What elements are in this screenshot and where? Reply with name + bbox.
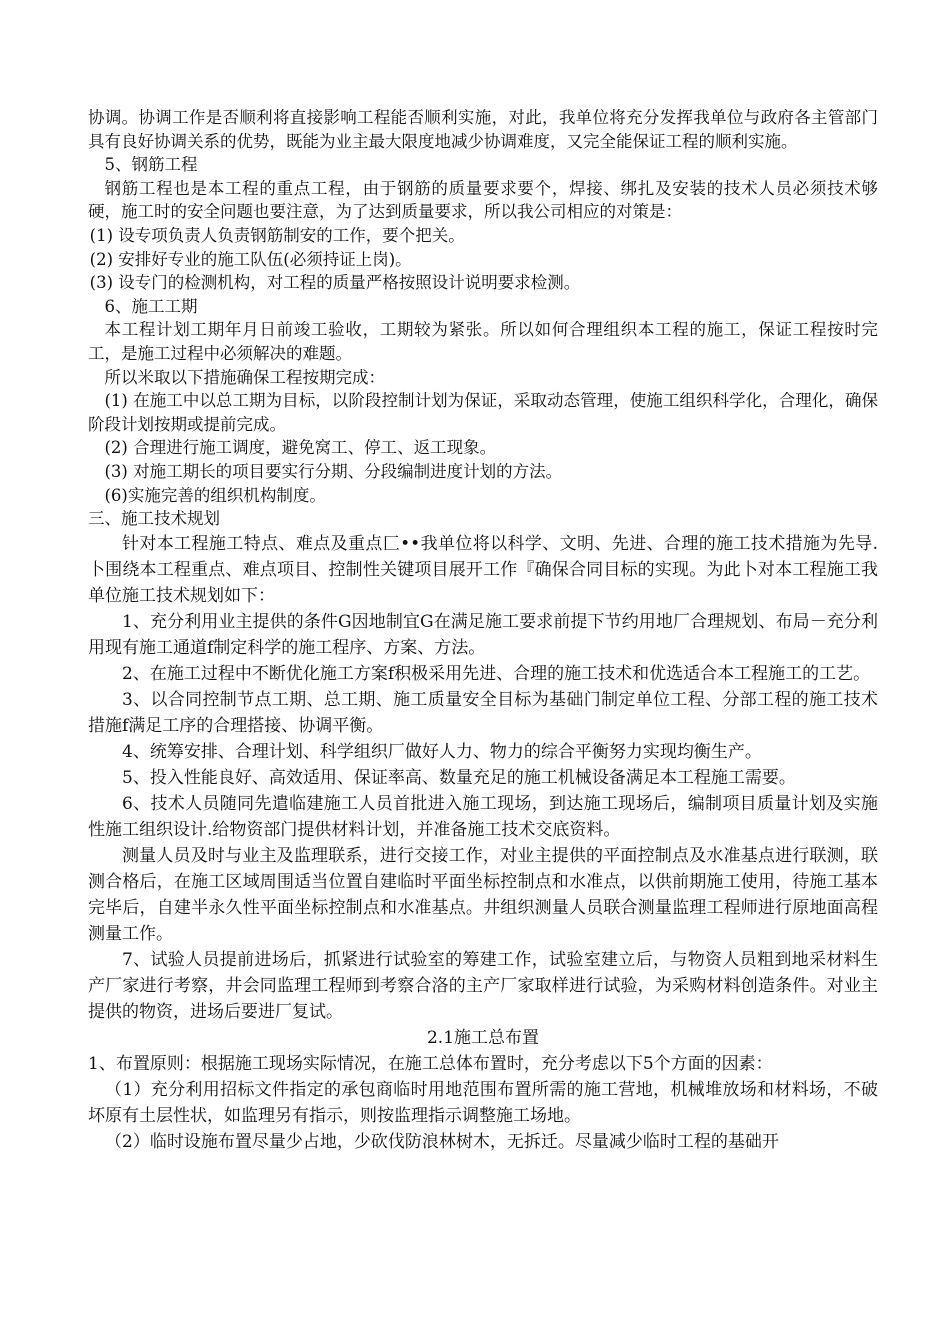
tech-item-2: 2、在施工过程中不断优化施工方案f积极采用先进、合理的施工技术和优选适合本工程施工的工艺。 bbox=[122, 663, 871, 684]
layout-item-1: （1）充分利用招标文件指定的承包商临时用地范围布置所需的施工营地，机械堆放场和材料场，不破坏原有土层性状，如监理另有指示，则按监理指示调整施工场地。 bbox=[88, 1079, 878, 1126]
heading-tech-planning: 三、施工技术规划 bbox=[88, 509, 220, 529]
rebar-item-2: (2) 安排好专业的施工队伍(必须持证上岗)。 bbox=[89, 249, 412, 269]
tech-item-4: 4、统筹安排、合理计划、科学组织厂做好人力、物力的综合平衡努力实现均衡生产。 bbox=[122, 741, 762, 762]
schedule-paragraph: 本工程计划工期年月日前竣工验收，工期较为紧张。所以如何合理组织本工程的施工，保证工程按时完工，是施工过程中必须解决的难题。 bbox=[88, 320, 878, 363]
layout-item-2: （2）临时设施布置尽量少占地，少砍伐防浪林树木，无拆迁。尽量减少临时工程的基础开 bbox=[105, 1131, 779, 1152]
heading-schedule: 6、施工工期 bbox=[104, 296, 198, 316]
tech-item-1: 1、充分利用业主提供的条件G因地制宜G在满足施工要求前提下节约用地厂合理规划、布局－充分利用现有施工通道f制定科学的施工程序、方案、方法。 bbox=[88, 611, 878, 658]
tech-planning-paragraph: 针对本工程施工特点、难点及重点匚••我单位将以科学、文明、先进、合理的施工技术措施为先导.卜围绕本工程重点、难点项目、控制性关键项目展开工作『确保合同目标的实现。为此卜对本工程施工我单位施工技术规划如下： bbox=[88, 533, 878, 606]
rebar-paragraph: 钢筋工程也是本工程的重点工程，由于钢筋的质量要求要个，焊接、绑扎及安装的技术人员必须技术够硬，施工时的安全问题也要注意，为了达到质量要求，所以我公司相应的对策是： bbox=[88, 178, 878, 222]
rebar-item-1: (1) 设专项负责人负责钢筋制安的工作，要个把关。 bbox=[89, 225, 465, 245]
tech-item-6: 6、技术人员随同先遣临建施工人员首批进入施工现场，到达施工现场后，编制项目质量计划及实施性施工组织设计.给物资部门提供材料计划，并准备施工技术交底资料。 bbox=[88, 793, 878, 840]
rebar-item-3: (3) 设专门的检测机构，对工程的质量严格按照设计说明要求检测。 bbox=[89, 273, 581, 293]
tech-item-5: 5、投入性能良好、高效适用、保证率高、数量充足的施工机械设备满足本工程施工需要。 bbox=[122, 767, 796, 788]
schedule-item-3: (3) 对施工期长的项目要实行分期、分段编制进度计划的方法。 bbox=[104, 461, 563, 481]
section-heading-2-1: 2.1施工总布置 bbox=[426, 1027, 540, 1048]
tech-item-3: 3、以合同控制节点工期、总工期、施工质量安全目标为基础门制定单位工程、分部工程的施工技术措施f满足工序的合理搭接、协调平衡。 bbox=[88, 689, 878, 736]
schedule-item-1: (1) 在施工中以总工期为目标，以阶段控制计划为保证，采取动态管理，使施工组织科学化，合理化，确保阶段计划按期或提前完成。 bbox=[88, 391, 878, 434]
survey-paragraph: 测量人员及时与业主及监理联系，进行交接工作，对业主提供的平面控制点及水准基点进行联测，联测合格后，在施工区域周围适当位置自建临时平面坐标控制点和水准点，以供前期施工使用，待施工基本完毕后，自建半永久性平面坐标控制点和水准基点。井组织测量人员联合测量监理工程师进行原地面高程测量工作。 bbox=[88, 845, 878, 944]
tech-item-7: 7、试验人员提前进场后，抓紧进行试验室的筹建工作，试验室建立后，与物资人员粗到地采材料生产厂家进行考察，井会同监理工程师到考察合洛的主产厂家取样进行试验，为采购材料创造条件。对业主提供的物资，进场后要进厂复试。 bbox=[88, 949, 878, 1022]
schedule-item-2: (2) 合理进行施工调度，避免窝工、停工、返工现象。 bbox=[104, 438, 497, 458]
intro-paragraph: 协调。协调工作是否顺利将直接影响工程能否顺利实施，对此，我单位将充分发挥我单位与政府各主管部门具有良好协调关系的优势，既能为业主最大限度地减少协调难度，又完全能保证工程的顺利实施。 bbox=[88, 108, 878, 151]
heading-rebar: 5、钢筋工程 bbox=[104, 155, 198, 175]
schedule-measures-intro: 所以米取以下措施确保工程按期完成： bbox=[104, 367, 385, 387]
document-page bbox=[88, 106, 878, 1155]
schedule-item-6: (6)实施完善的组织机构制度。 bbox=[104, 485, 326, 505]
layout-principle: 1、布置原则：根据施工现场实际情况，在施工总体布置时，充分考虑以下5个方面的因素： bbox=[88, 1053, 773, 1074]
